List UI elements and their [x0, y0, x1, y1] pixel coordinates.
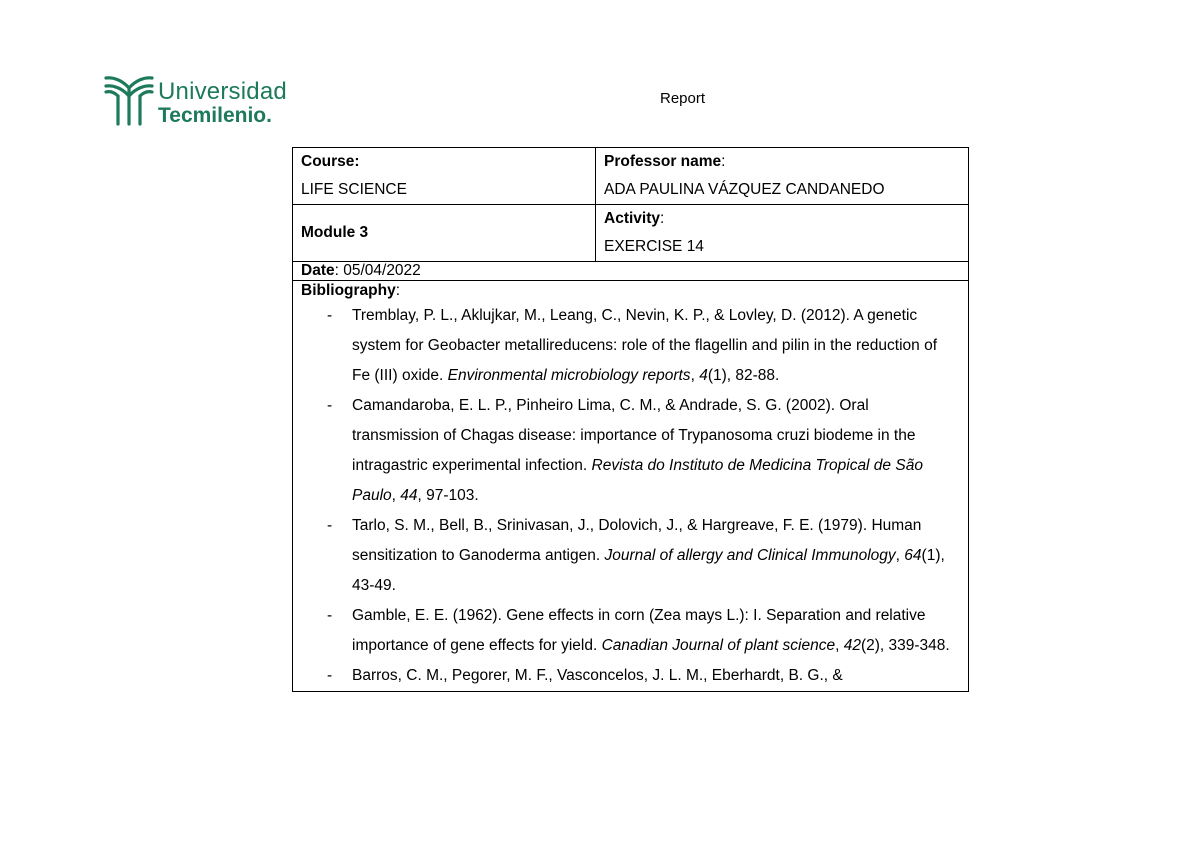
ref-pages: , 97-103. — [417, 487, 479, 504]
activity-label: Activity — [604, 210, 660, 227]
course-value: LIFE SCIENCE — [301, 181, 407, 198]
ref-journal: Canadian Journal of plant science — [601, 637, 836, 654]
date-label: Date — [301, 262, 335, 279]
ref-volume: 64 — [904, 547, 922, 564]
activity-cell — [596, 205, 969, 262]
ref-text: Barros, C. M., Pegorer, M. F., Vasconcelos, J. L. M., Eberhardt, B. G., & — [352, 667, 843, 684]
bibliography-list — [301, 301, 960, 691]
ref-pages: (1), 82-88. — [707, 367, 780, 384]
ref-pages: (2), 339-348. — [860, 637, 950, 654]
report-table — [292, 147, 969, 692]
bibliography-item — [301, 391, 960, 511]
bibliography-item — [301, 601, 960, 661]
ref-sep: , — [391, 487, 401, 504]
ref-volume: 42 — [843, 637, 861, 654]
course-label: Course: — [301, 153, 360, 170]
bibliography-cell — [293, 281, 969, 692]
logo-line-2: Tecmilenio. — [158, 104, 272, 127]
ref-volume: 44 — [400, 487, 418, 504]
ref-text: Tarlo, S. M., Bell, B., Srinivasan, J., Dolovich, J., & Hargreave, F. E. (1979). Human sensitization to Ganoderma antigen. — [352, 517, 922, 564]
ref-journal: Environmental microbiology reports — [447, 367, 691, 384]
ref-text: Gamble, E. E. (1962). Gene effects in corn (Zea mays L.): I. Separation and relative importance of gene effects for yield. — [352, 607, 926, 654]
page-title: Report — [660, 90, 706, 107]
date-row — [293, 262, 969, 281]
bibliography-item — [301, 661, 960, 691]
ref-text: Camandaroba, E. L. P., Pinheiro Lima, C. M., & Andrade, S. G. (2002). Oral transmission of Chagas disease: importance of Trypanosoma cruzi biodeme in the intragastric experimental infection. — [352, 397, 916, 474]
professor-cell — [596, 148, 969, 205]
tecmilenio-leaf-icon — [104, 74, 154, 126]
bibliography-row — [293, 281, 969, 692]
logo-line-1: Universidad — [158, 78, 287, 105]
bibliography-label: Bibliography — [301, 282, 396, 299]
course-cell — [293, 148, 596, 205]
activity-value: EXERCISE 14 — [604, 238, 704, 255]
course-row — [293, 148, 969, 205]
bibliography-item — [301, 511, 960, 601]
activity-colon: : — [660, 210, 665, 227]
ref-sep: , — [895, 547, 905, 564]
professor-colon: : — [721, 153, 726, 170]
ref-journal: Journal of allergy and Clinical Immunology — [604, 547, 896, 564]
module-row — [293, 205, 969, 262]
ref-sep: , — [835, 637, 844, 654]
date-value: : 05/04/2022 — [334, 262, 421, 279]
professor-value: ADA PAULINA VÁZQUEZ CANDANEDO — [604, 181, 885, 198]
professor-label: Professor name — [604, 153, 722, 170]
date-cell — [293, 262, 969, 281]
bibliography-colon: : — [395, 282, 401, 299]
bibliography-item — [301, 301, 960, 391]
ref-sep: , — [690, 367, 700, 384]
module-label: Module 3 — [301, 224, 369, 241]
module-cell — [293, 205, 596, 262]
ref-text: Tremblay, P. L., Aklujkar, M., Leang, C., Nevin, K. P., & Lovley, D. (2012). A genetic system for Geobacter metallireducens: role of the flagellin and pilin in the reduction of Fe (III) oxide. — [352, 307, 938, 384]
university-logo — [104, 72, 304, 128]
ref-journal: Revista do Instituto de Medicina Tropical de São Paulo — [352, 457, 923, 504]
ref-pages: (1), 43-49. — [352, 547, 945, 594]
ref-volume: 4 — [699, 367, 708, 384]
